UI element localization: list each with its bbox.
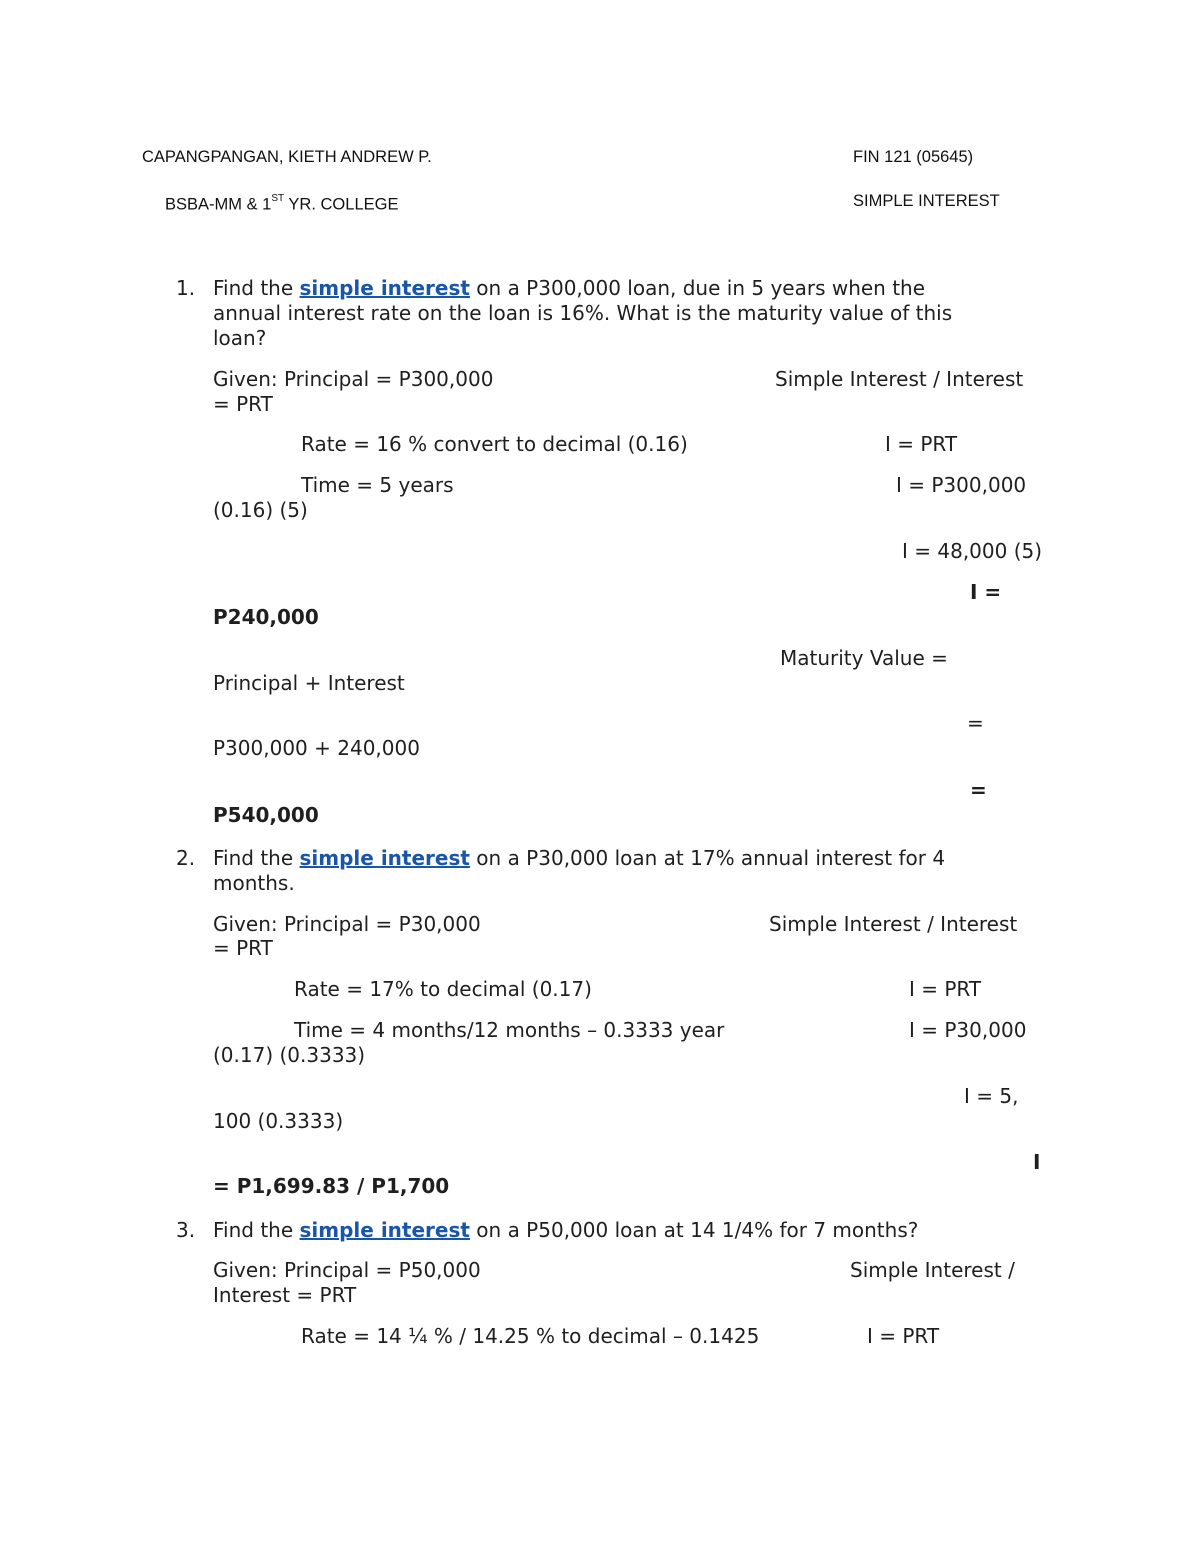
course-code: FIN 121 (05645): [853, 148, 974, 166]
q3-given: Given: Principal = P50,000: [213, 1258, 481, 1282]
q3-question-line1: [213, 1218, 918, 1243]
q2-given: Given: Principal = P30,000: [213, 912, 481, 936]
q3-rate: Rate = 14 ¼ % / 14.25 % to decimal – 0.1425: [301, 1324, 760, 1348]
q2-i-sub: I = P30,000: [909, 1018, 1027, 1042]
q1-pre: Find the: [213, 276, 300, 300]
q1-eq2: =: [970, 778, 987, 802]
q3-post: on a P50,000 loan at 14 1/4% for 7 months?: [469, 1218, 919, 1242]
q3-pre: Find the: [213, 1218, 300, 1242]
q2-simple-interest-link[interactable]: simple interest: [299, 846, 470, 870]
q3-si-label2: Interest = PRT: [213, 1283, 357, 1307]
q2-i-mid2: 100 (0.3333): [213, 1109, 344, 1133]
q1-question-line1: [213, 276, 925, 301]
q1-si-label: Simple Interest / Interest: [775, 367, 1024, 391]
q1-i-prt: I = PRT: [885, 432, 958, 456]
q2-i-prt: I = PRT: [909, 977, 982, 1001]
program-pre: BSBA-MM & 1: [165, 195, 272, 214]
q1-mv-formula: Principal + Interest: [213, 671, 405, 695]
q3-i-prt: I = PRT: [867, 1324, 940, 1348]
q2-i-sub2: (0.17) (0.3333): [213, 1043, 366, 1067]
q1-i-mid: I = 48,000 (5): [902, 539, 1043, 563]
q1-question-line2: annual interest rate on the loan is 16%. What is the maturity value of this: [213, 301, 953, 325]
q2-rate: Rate = 17% to decimal (0.17): [294, 977, 592, 1001]
q3-simple-interest-link[interactable]: simple interest: [299, 1218, 470, 1242]
q1-post: on a P300,000 loan, due in 5 years when the: [469, 276, 926, 300]
program-line: [165, 191, 398, 215]
q1-time: Time = 5 years: [301, 473, 454, 497]
student-name: CAPANGPANGAN, KIETH ANDREW P.: [142, 148, 432, 166]
q2-post: on a P30,000 loan at 17% annual interest for 4: [469, 846, 946, 870]
q1-simple-interest-link[interactable]: simple interest: [299, 276, 470, 300]
q1-eq1: =: [967, 711, 984, 735]
program-post: YR. COLLEGE: [284, 195, 399, 214]
q2-question-line2: months.: [213, 871, 295, 895]
q1-prt: = PRT: [213, 392, 273, 416]
q2-question-line1: [213, 846, 945, 871]
q2-number: 2.: [176, 846, 196, 870]
q1-number: 1.: [176, 276, 196, 300]
q2-si-label: Simple Interest / Interest: [769, 912, 1018, 936]
q2-prt: = PRT: [213, 936, 273, 960]
q2-pre: Find the: [213, 846, 300, 870]
q3-number: 3.: [176, 1218, 196, 1242]
q2-i-eq: I: [1033, 1150, 1041, 1174]
q1-rate: Rate = 16 % convert to decimal (0.16): [301, 432, 688, 456]
q1-given: Given: Principal = P300,000: [213, 367, 494, 391]
q3-si-label: Simple Interest /: [850, 1258, 1015, 1282]
q1-i-eq: I =: [970, 580, 1002, 604]
q1-mv-label: Maturity Value =: [780, 646, 948, 670]
q1-i-sub: I = P300,000: [896, 473, 1027, 497]
q1-question-line3: loan?: [213, 326, 267, 350]
q2-i-mid: I = 5,: [964, 1084, 1019, 1108]
q2-i-result: = P1,699.83 / P1,700: [213, 1174, 450, 1198]
q1-mv-result: P540,000: [213, 803, 319, 827]
program-sup: ST: [271, 193, 285, 204]
q1-i-result: P240,000: [213, 605, 319, 629]
q1-i-sub2: (0.16) (5): [213, 498, 308, 522]
q2-time: Time = 4 months/12 months – 0.3333 year: [294, 1018, 725, 1042]
topic-title: SIMPLE INTEREST: [853, 192, 1000, 210]
q1-mv-sum: P300,000 + 240,000: [213, 736, 420, 760]
